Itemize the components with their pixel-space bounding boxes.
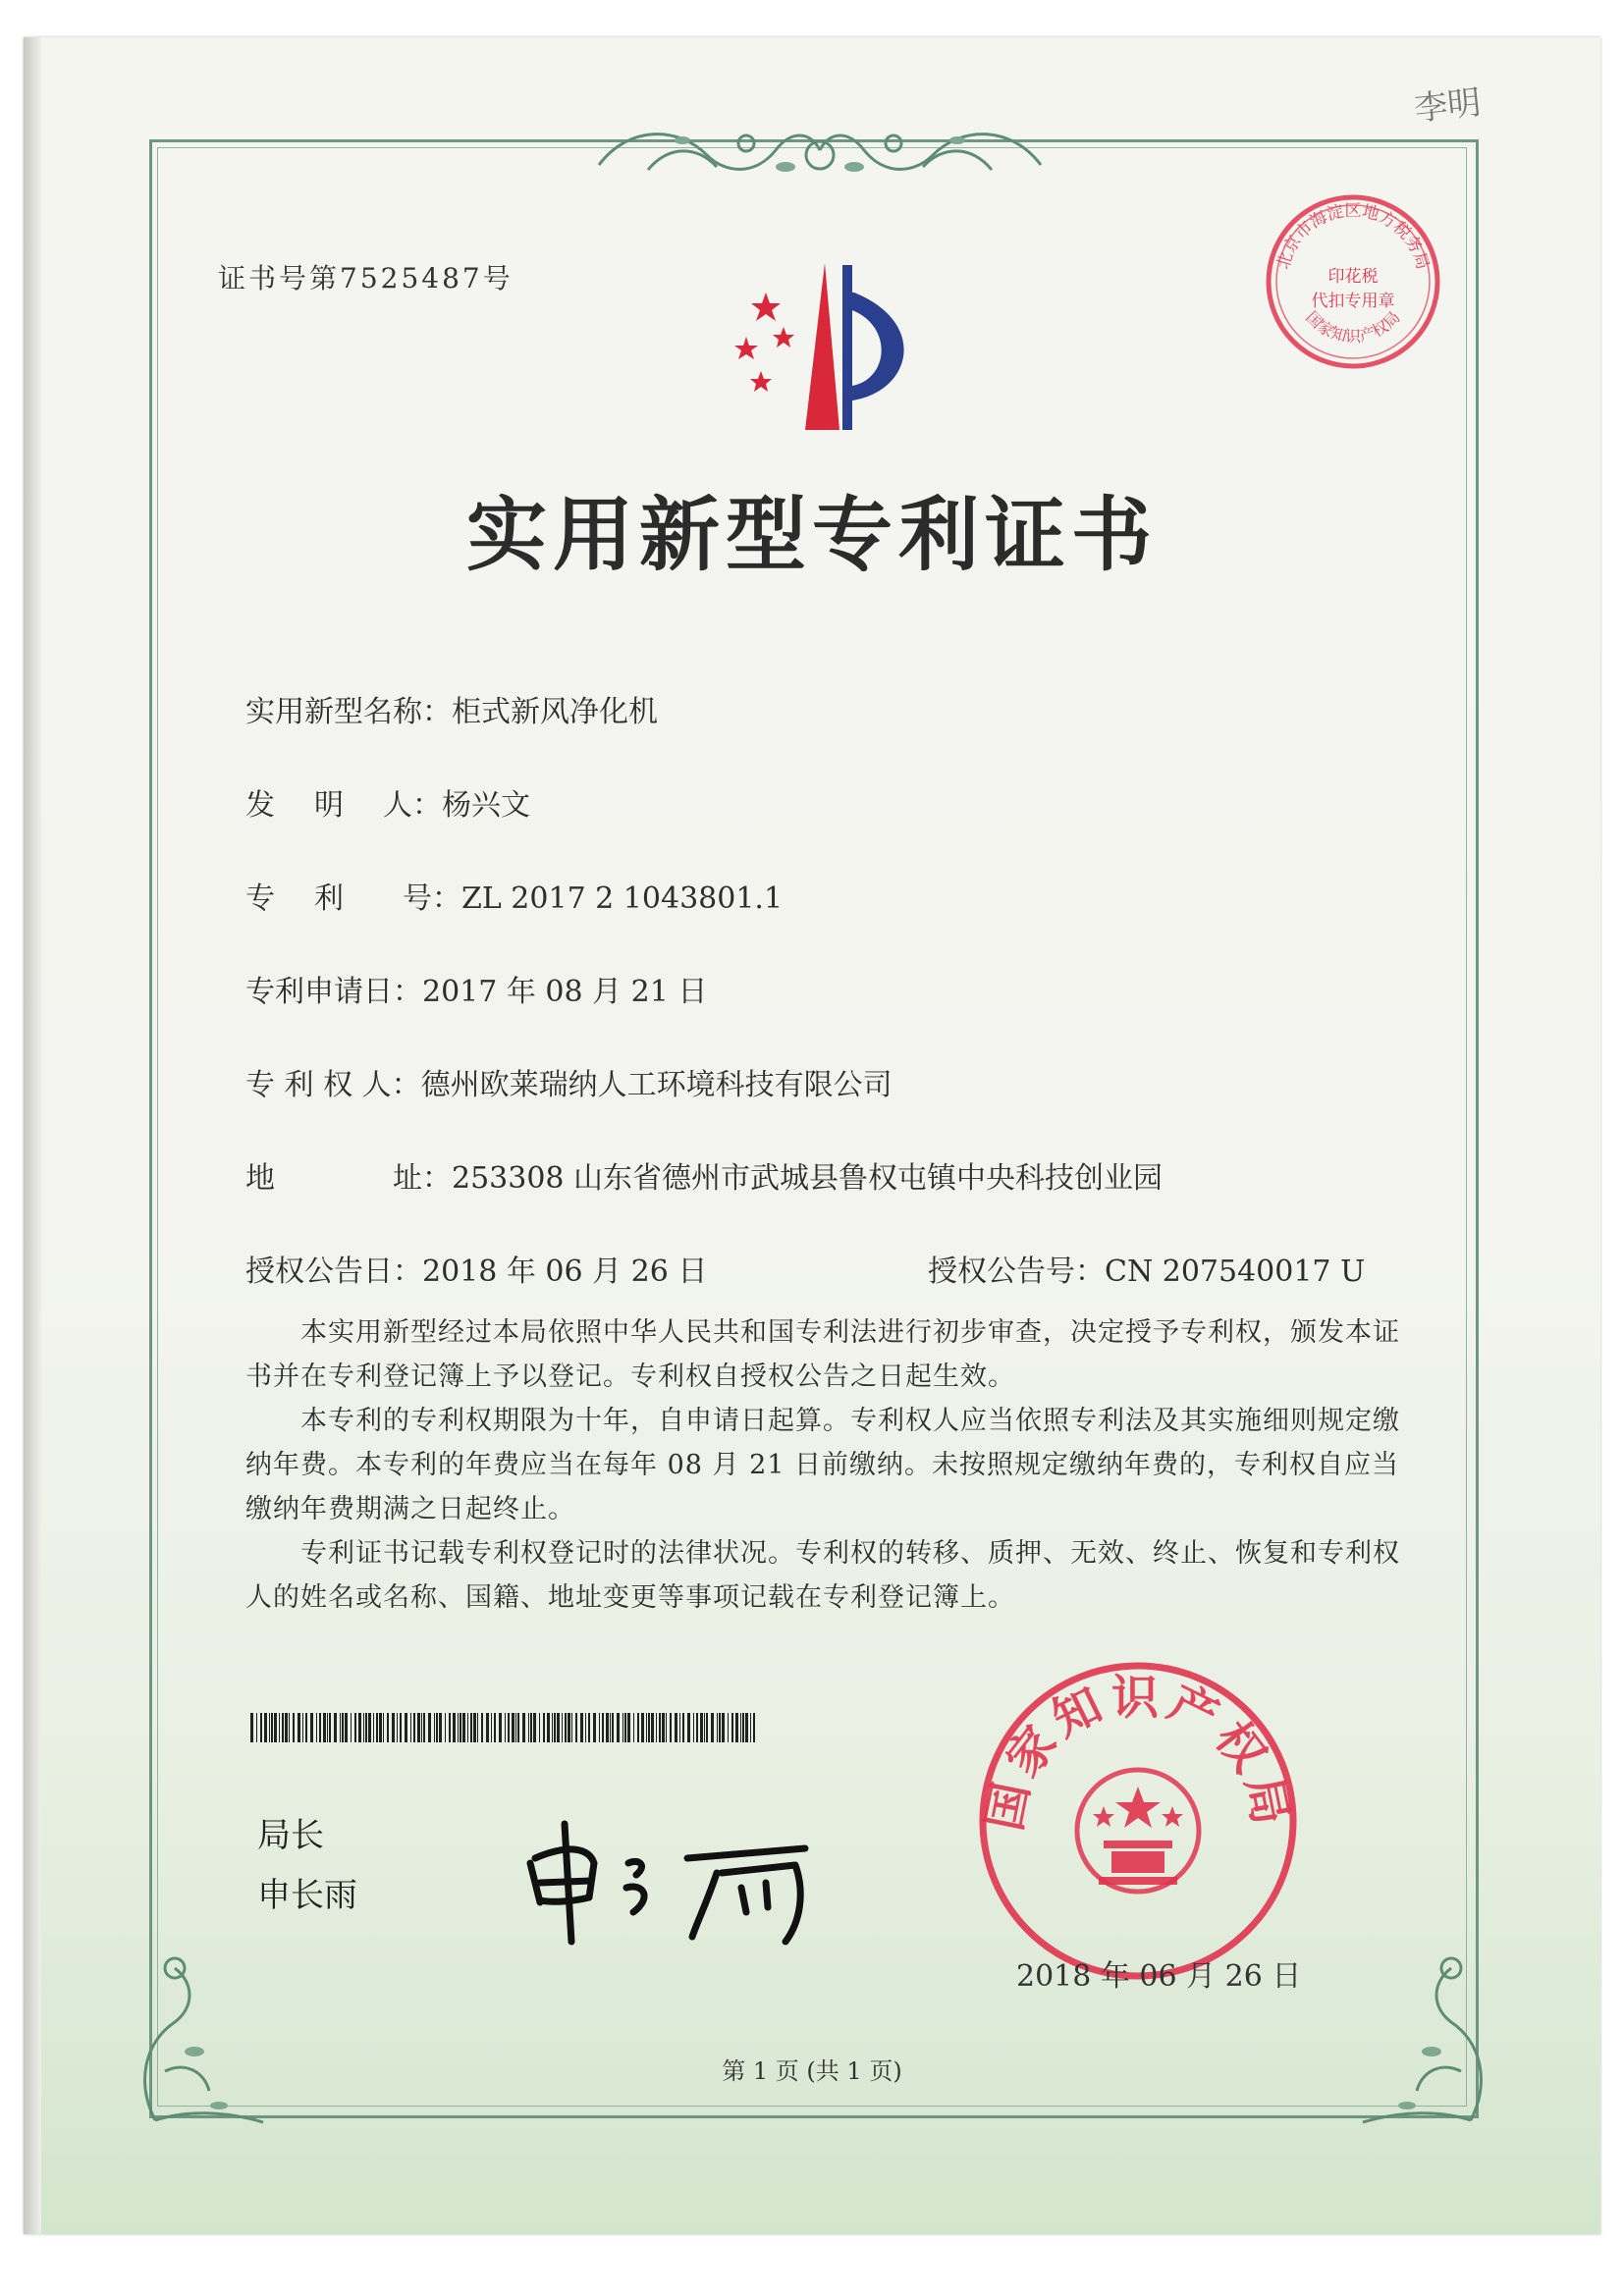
page-number: 第 1 页 (共 1 页) — [722, 2057, 902, 2085]
field-patent-holder — [245, 1060, 893, 1103]
field-label: 实用新型名称： — [245, 695, 452, 729]
field-label: 授权公告号： — [928, 1255, 1105, 1289]
field-label: 专 利 权 人： — [245, 1068, 421, 1102]
director-name: 申长雨 — [257, 1876, 357, 1915]
field-label: 址： — [393, 1161, 452, 1196]
corner-handwriting: 李明 — [1412, 82, 1484, 130]
page-title: 实用新型专利证书 — [465, 488, 1158, 582]
field-value: 柜式新风净化机 — [452, 695, 658, 729]
field-filing-date — [245, 967, 707, 1010]
field-patent-number — [245, 874, 783, 917]
statement-paragraph-1: 本实用新型经过本局依照中华人民共和国专利法进行初步审查，决定授予专利权，颁发本证书并在专利登记簿上予以登记。专利权自授权公告之日起生效。 — [245, 1317, 1400, 1392]
field-value: 杨兴文 — [442, 788, 530, 823]
tax-stamp-line1: 印花税 — [1327, 267, 1379, 287]
bottom-right-ornament — [1353, 1895, 1500, 2130]
field-address — [245, 1153, 1163, 1197]
field-utility-model-name — [245, 687, 658, 730]
field-value: 德州欧莱瑞纳人工环境科技有限公司 — [420, 1068, 893, 1102]
field-label: 授权公告日： — [245, 1255, 422, 1289]
field-value: 2018 年 06 月 26 日 — [422, 1255, 708, 1289]
tax-stamp-bottom: 国家知识产权局 — [1302, 307, 1404, 347]
field-label: 发明 — [245, 788, 383, 823]
svg-text:北京市海淀区地方税务局 — [1273, 201, 1433, 272]
field-inventor — [245, 780, 530, 824]
field-label: 人： — [383, 788, 442, 823]
field-value: ZL 2017 2 1043801.1 — [461, 881, 784, 916]
svg-text:国家知识产权局 — [1302, 308, 1403, 346]
tax-stamp-outer: 北京市海淀区地方税务局 — [1273, 200, 1433, 272]
certificate-number: 证书号第7525487号 — [218, 262, 514, 294]
director-signature — [511, 1804, 835, 1951]
tax-stamp-line2: 代扣专用章 — [1311, 292, 1395, 311]
seal-date: 2018 年 06 月 26 日 — [1016, 1959, 1302, 1994]
statement-paragraph-3: 专利证书记载专利权登记时的法律状况。专利权的转移、质押、无效、终止、恢复和专利权人的姓名或名称、国籍、地址变更等事项记载在专利登记簿上。 — [245, 1538, 1400, 1613]
field-value: CN 207540017 U — [1105, 1255, 1366, 1289]
field-value: 253308 山东省德州市武城县鲁权屯镇中央科技创业园 — [452, 1161, 1164, 1196]
barcode — [250, 1713, 761, 1742]
statement-paragraph-2: 本专利的专利权期限为十年，自申请日起算。专利权人应当依照专利法及其实施细则规定缴纳年费。本专利的年费应当在每年 08 月 21 日前缴纳。未按照规定缴纳年费的，专利权自应当缴纳年费期满之日起终止。 — [245, 1406, 1400, 1524]
cnipa-logo — [707, 253, 943, 450]
tax-stamp — [1260, 188, 1446, 375]
director-title: 局长 — [257, 1816, 324, 1855]
cnipa-official-seal — [976, 1659, 1300, 1983]
field-grant-date — [245, 1247, 707, 1290]
field-label: 专利申请日： — [245, 975, 422, 1009]
field-grant-number — [928, 1247, 1365, 1290]
field-value: 2017 年 08 月 21 日 — [422, 975, 708, 1009]
field-label: 号： — [403, 881, 461, 916]
field-label: 地 — [245, 1161, 275, 1196]
top-ornament — [589, 106, 1051, 190]
scan-edge — [24, 37, 41, 2234]
field-label: 专利 — [245, 881, 383, 916]
seal-text: 国家知识产权局 — [976, 1670, 1300, 1836]
bottom-left-ornament — [126, 1895, 273, 2130]
